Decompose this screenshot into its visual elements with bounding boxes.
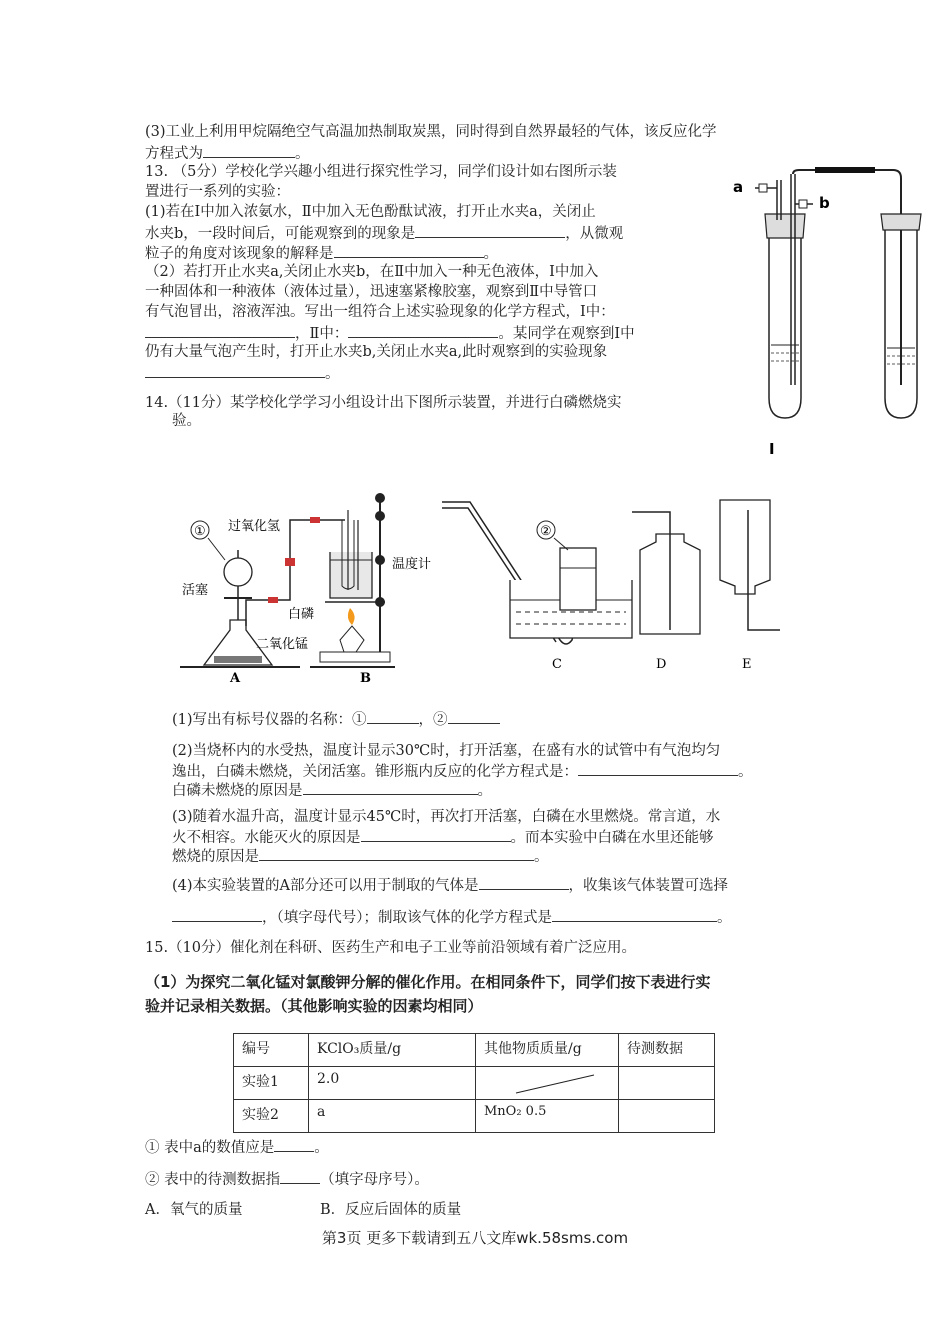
table-row xyxy=(234,1100,715,1133)
rubber-stopper-I xyxy=(765,214,805,238)
clamp-a xyxy=(759,184,767,192)
test-tube-collection xyxy=(560,548,596,610)
answer-blank[interactable] xyxy=(259,845,534,861)
table-cell xyxy=(619,1067,715,1100)
q14-p3-line1: (3)随着水温升高，温度计显示45℃时，再次打开活塞，白磷在水里燃烧。常言道，水 xyxy=(172,809,721,825)
q14-line1: 14.（11分）某学校化学学习小组设计出下图所示装置，并进行白磷燃烧实 xyxy=(145,395,622,411)
gas-bottle-E xyxy=(720,500,770,594)
answer-blank[interactable] xyxy=(448,708,500,724)
answer-blank[interactable] xyxy=(145,362,325,378)
label-a: a xyxy=(733,178,744,196)
answer-blank[interactable] xyxy=(334,242,484,258)
q15-option-b: B．反应后固体的质量 xyxy=(320,1202,462,1218)
answer-blank[interactable] xyxy=(172,906,262,922)
table-cell: 2.0 xyxy=(309,1067,476,1100)
answer-blank[interactable] xyxy=(145,322,295,338)
svg-text:B: B xyxy=(360,671,371,685)
clamp-b xyxy=(799,200,807,208)
q13-line1: 13. （5分）学校化学兴趣小组进行探究性学习，同学们设计如右图所示装 xyxy=(145,164,617,180)
q14-p2-line3: 白磷未燃烧的原因是 。 xyxy=(172,779,492,801)
svg-text:A: A xyxy=(230,671,241,685)
q12-part3-line1: (3)工业上利用甲烷隔绝空气高温加热制取炭黑，同时得到自然界最轻的气体，该反应化学 xyxy=(145,124,717,140)
answer-blank[interactable] xyxy=(203,142,295,158)
q13-p1-line2: 水夹b，一段时间后，可能观察到的现象是 ，从微观 xyxy=(145,222,623,244)
q13-p2-line6: 。 xyxy=(145,362,340,384)
table-cell: a xyxy=(309,1100,476,1133)
q13-p1-line1: (1)若在Ⅰ中加入浓氨水，Ⅱ中加入无色酚酞试液，打开止水夹a，关闭止 xyxy=(145,204,596,220)
rubber-hose xyxy=(815,167,875,173)
q14-p3-line3: 燃烧的原因是 。 xyxy=(172,845,549,867)
label-mno2: 二氧化锰 xyxy=(256,637,309,652)
table-cell-slashed xyxy=(476,1067,619,1100)
table-header-cell: KClO₃质量/g xyxy=(309,1034,476,1067)
q13-p2-line2: 一种固体和一种液体（液体过量），迅速塞紧橡胶塞，观察到Ⅱ中导管口 xyxy=(145,284,598,300)
q13-line2: 置进行一系列的实验： xyxy=(145,184,290,200)
svg-text:D: D xyxy=(656,657,667,672)
q14-p3-line2: 火不相容。水能灭火的原因是 。而本实验中白磷在水里还能够 xyxy=(172,826,714,848)
q13-p2-line3: 有气泡冒出，溶液浑浊。写出一组符合上述实验现象的化学方程式，Ⅰ中： xyxy=(145,304,615,320)
answer-blank[interactable] xyxy=(415,222,565,238)
q12-part3-line2: 方程式为 。 xyxy=(145,142,310,164)
q15-option-a: A．氧气的质量 xyxy=(145,1202,243,1218)
q15-question-a: ① 表中a的数值应是 。 xyxy=(145,1136,329,1158)
diagonal-slash xyxy=(476,1067,616,1101)
answer-blank[interactable] xyxy=(348,322,498,338)
q14-apparatus-figure xyxy=(180,490,800,685)
label-thermometer: 温度计 xyxy=(392,557,432,572)
table-cell: MnO₂ 0.5 xyxy=(476,1100,619,1133)
test-tube-I xyxy=(769,220,801,418)
label-b: b xyxy=(819,194,830,212)
answer-blank[interactable] xyxy=(361,826,511,842)
answer-blank[interactable] xyxy=(479,874,569,890)
q14-line2: 验。 xyxy=(172,413,201,429)
rubber-stopper-II xyxy=(881,214,921,230)
svg-text:①: ① xyxy=(194,524,206,539)
q15-data-table xyxy=(233,1033,715,1133)
q13-apparatus-figure xyxy=(725,160,935,460)
q15-p1-line2: 验并记录相关数据。（其他影响实验的因素均相同） xyxy=(145,997,483,1015)
table-cell xyxy=(619,1100,715,1133)
q15-line1: 15.（10分）催化剂在科研、医药生产和电子工业等前沿领域有着广泛应用。 xyxy=(145,940,637,956)
answer-blank[interactable] xyxy=(274,1136,314,1152)
q15-question-b: ② 表中的待测数据指 （填字母序号）。 xyxy=(145,1168,429,1190)
q14-p4-line2: ，（填字母代号）；制取该气体的化学方程式是 。 xyxy=(172,906,732,928)
separatory-funnel xyxy=(224,558,252,586)
table-cell: 实验1 xyxy=(234,1067,309,1100)
table-header-cell: 待测数据 xyxy=(619,1034,715,1067)
svg-text:C: C xyxy=(552,657,562,672)
q13-p2-line4: ，Ⅱ中： 。某同学在观察到Ⅰ中 xyxy=(145,322,635,344)
alcohol-lamp xyxy=(340,626,364,652)
label-h2o2: 过氧化氢 xyxy=(228,519,281,534)
q14-p2-line2: 逸出，白磷未燃烧，关闭活塞。锥形瓶内反应的化学方程式是： 。 xyxy=(172,760,753,782)
answer-blank[interactable] xyxy=(280,1168,320,1184)
answer-blank[interactable] xyxy=(578,760,738,776)
q13-p2-line1: （2）若打开止水夹a,关闭止水夹b，在Ⅱ中加入一种无色液体，Ⅰ中加入 xyxy=(145,264,599,280)
svg-text:E: E xyxy=(742,657,752,672)
table-header-row xyxy=(234,1034,715,1067)
table-row xyxy=(234,1067,715,1100)
page-footer: 第3页 更多下载请到五八文库wk.58sms.com xyxy=(321,1229,629,1247)
label-stopcock: 活塞 xyxy=(182,583,209,598)
table-cell: 实验2 xyxy=(234,1100,309,1133)
label-I: I xyxy=(769,440,775,458)
q14-p2-line1: (2)当烧杯内的水受热，温度计显示30℃时，打开活塞，在盛有水的试管中有气泡均匀 xyxy=(172,743,721,759)
answer-blank[interactable] xyxy=(367,708,419,724)
q14-p4-line1: (4)本实验装置的A部分还可以用于制取的气体是 ，收集该气体装置可选择 xyxy=(172,874,728,896)
q14-p1: (1)写出有标号仪器的名称：① ，② xyxy=(172,708,500,730)
table-header-cell: 编号 xyxy=(234,1034,309,1067)
q13-p2-line5: 仍有大量气泡产生时，打开止水夹b,关闭止水夹a,此时观察到的实验现象 xyxy=(145,344,608,360)
flame xyxy=(348,608,355,625)
svg-text:②: ② xyxy=(540,524,552,539)
answer-blank[interactable] xyxy=(303,779,478,795)
q13-p1-line3: 粒子的角度对该现象的解释是 。 xyxy=(145,242,498,264)
answer-blank[interactable] xyxy=(552,906,717,922)
label-white-phosphorus: 白磷 xyxy=(288,607,315,622)
q15-p1-line1: （1）为探究二氧化锰对氯酸钾分解的催化作用。在相同条件下，同学们按下表进行实 xyxy=(145,973,711,991)
table-header-cell: 其他物质质量/g xyxy=(476,1034,619,1067)
beaker xyxy=(330,552,372,598)
